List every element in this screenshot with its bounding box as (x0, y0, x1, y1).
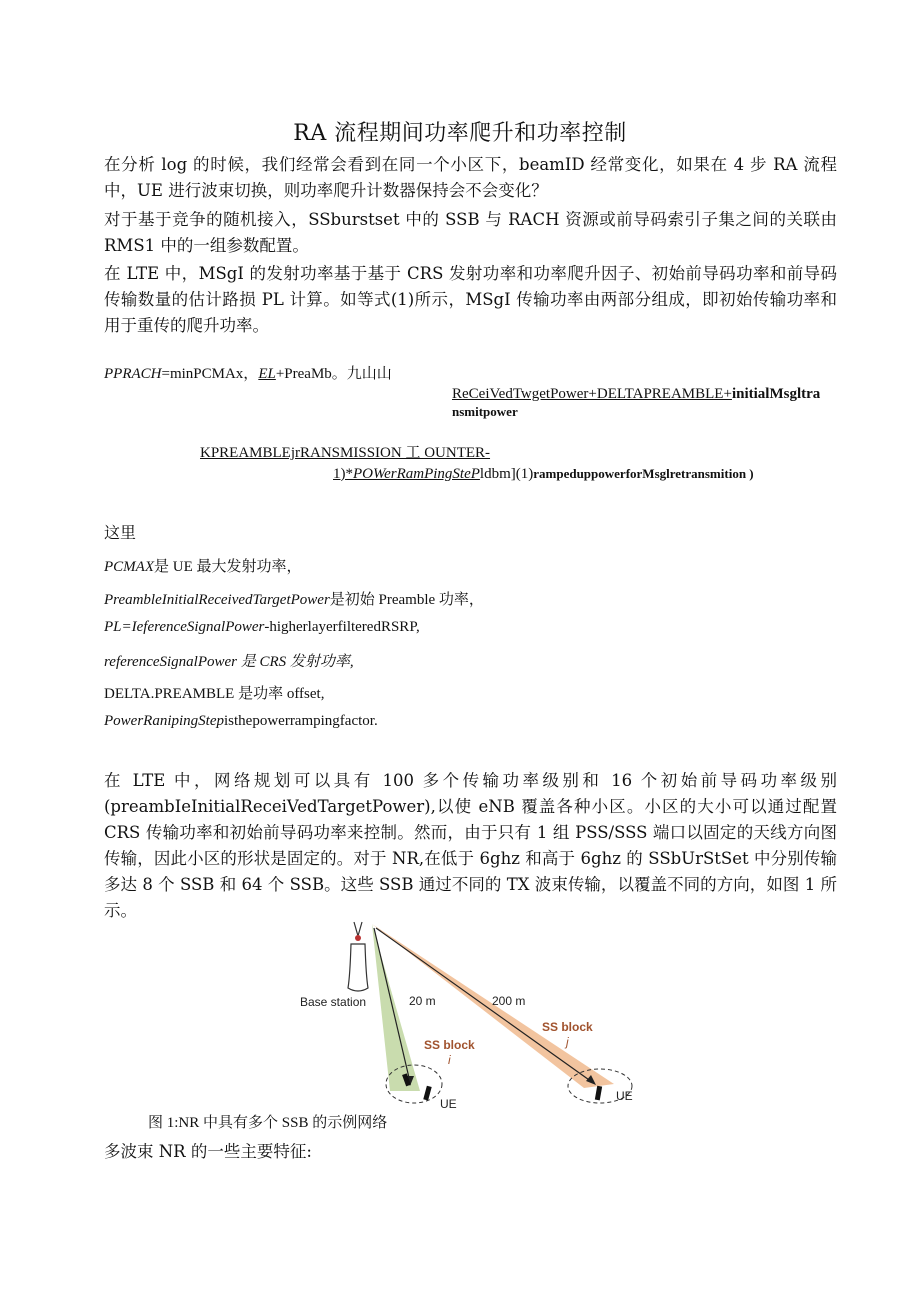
ue-j-device-icon (595, 1086, 602, 1101)
distance-200m-label: 200 m (492, 994, 526, 1008)
figure-caption: 图 1:NR 中具有多个 SSB 的示例网络 (148, 1115, 388, 1131)
here-label: 这里 (104, 525, 137, 542)
ue-j-label: UE (616, 1089, 633, 1103)
def-pl-term: PL=IeferenceSignalPower (104, 619, 265, 635)
eq-initial-msg: initialMsgltra (731, 386, 821, 402)
eq-dbm: ldbm](1) (479, 466, 534, 482)
base-station-label: Base station (300, 995, 367, 1009)
definition-ramping-step (104, 713, 378, 730)
paragraph-1: 在分析 log 的时候，我们经常会看到在同一个小区下，beamID 经常变化，如果在 4 步 RA 流程中，UE 进行波束切换，则功率爬升计数器保持会不会变化？ (104, 155, 837, 200)
definition-pcmax (104, 555, 302, 576)
paragraph-5: 多波束 NR 的一些主要特征: (104, 1142, 312, 1161)
ss-block-i-index: i (448, 1053, 451, 1067)
eq-one: 1)* (333, 466, 353, 482)
ss-block-i-text: SS block (424, 1038, 475, 1052)
ue-i-label: UE (440, 1097, 457, 1111)
def-preamble-term: PreambleInitialReceivedTargetPower (104, 592, 330, 608)
eq-received-target: ReCeiVedTwgetPower+DELTAPREAMBLE+ (452, 386, 732, 402)
def-ramping-term: PowerRanipingStep (104, 713, 224, 729)
definition-preamble-power (104, 588, 484, 609)
eq-preamb: +PreaMb。九山山 (275, 366, 392, 382)
base-station-icon (348, 944, 368, 991)
distance-20m-label: 20 m (409, 994, 436, 1008)
def-pl-desc: -higherlayerfilteredRSRP, (264, 619, 420, 635)
ss-block-j-index: j (566, 1035, 569, 1049)
paragraph-2: 对于基于竞争的随机接入，SSburstset 中的 SSB 与 RACH 资源或前导码索引子集之间的关联由 RMS1 中的一组参数配置。 (104, 210, 837, 255)
eq-minpcmax: =minPCMAx， (161, 366, 259, 382)
def-pcmax-desc: 是 UE 最大发射功率， (154, 559, 302, 575)
eq-el: EL (258, 366, 276, 382)
page-title: RA 流程期间功率爬升和功率控制 (293, 121, 627, 146)
eq-ramping-step: POWerRamPingSteP (353, 466, 480, 482)
paragraph-4: 在 LTE 中，网络规划可以具有 100 多个传输功率级别和 16 个初始前导码功率级别(preambIeInitialReceiVedTargetPower),以使 eNB 覆盖各种小区。小区的大小可以通过配置 CRS 传输功率和初始前导码功率来控制。然而，由于只有 1 组 PSS/SSS 端口以固定的天线方向图传输，因此小区的形状是固定的。对于 NR,在低于 6ghz 和高于 6ghz 的 SSbUrStSet 中分别传输多达 8 个 SSB 和 64 个 SSB。这些 SSB 通过不同的 TX 波束传输，以覆盖不同的方向，如图 1 所示。 (104, 771, 837, 920)
equation-line-1 (104, 362, 392, 383)
definition-reference-signal: referenceSignalPower 是 CRS 发射功率, (104, 654, 354, 670)
definition-delta-preamble: DELTA.PREAMBLE 是功率 offset, (104, 686, 325, 702)
equation-line-4: KPREAMBLEjrRANSMISSION 工 OUNTER- (200, 445, 491, 461)
def-pcmax-term: PCMAX (104, 559, 154, 575)
antenna-tip-icon (355, 935, 361, 941)
def-ramping-desc: isthepowerrampingfactor. (224, 713, 378, 729)
ssb-diagram (296, 916, 633, 1116)
ssb-network-figure (296, 916, 633, 1116)
ss-block-i-label (424, 1038, 475, 1052)
ss-block-j-label: SS block (542, 1020, 593, 1034)
equation-line-5 (333, 466, 754, 483)
antenna-icon-left (354, 922, 358, 936)
eq-ramped-up: rampeduppowerforMsglretransmition ) (533, 466, 754, 481)
paragraph-3: 在 LTE 中，MSgI 的发射功率基于基于 CRS 发射功率和功率爬升因子、初始前导码功率和前导码传输数量的估计路损 PL 计算。如等式(1)所示，MSgI 传输功率由两部分组成，即初始传输功率和用于重传的爬升功率。 (104, 264, 837, 335)
eq-pprach: PPRACH (104, 366, 162, 382)
equation-line-2 (452, 386, 820, 403)
def-preamble-desc: 是初始 Preamble 功率， (329, 592, 484, 608)
definition-pl (104, 619, 420, 636)
ue-i-device-icon-2 (423, 1086, 431, 1101)
antenna-icon-right (358, 922, 362, 936)
equation-line-3: nsmitpower (452, 404, 518, 419)
